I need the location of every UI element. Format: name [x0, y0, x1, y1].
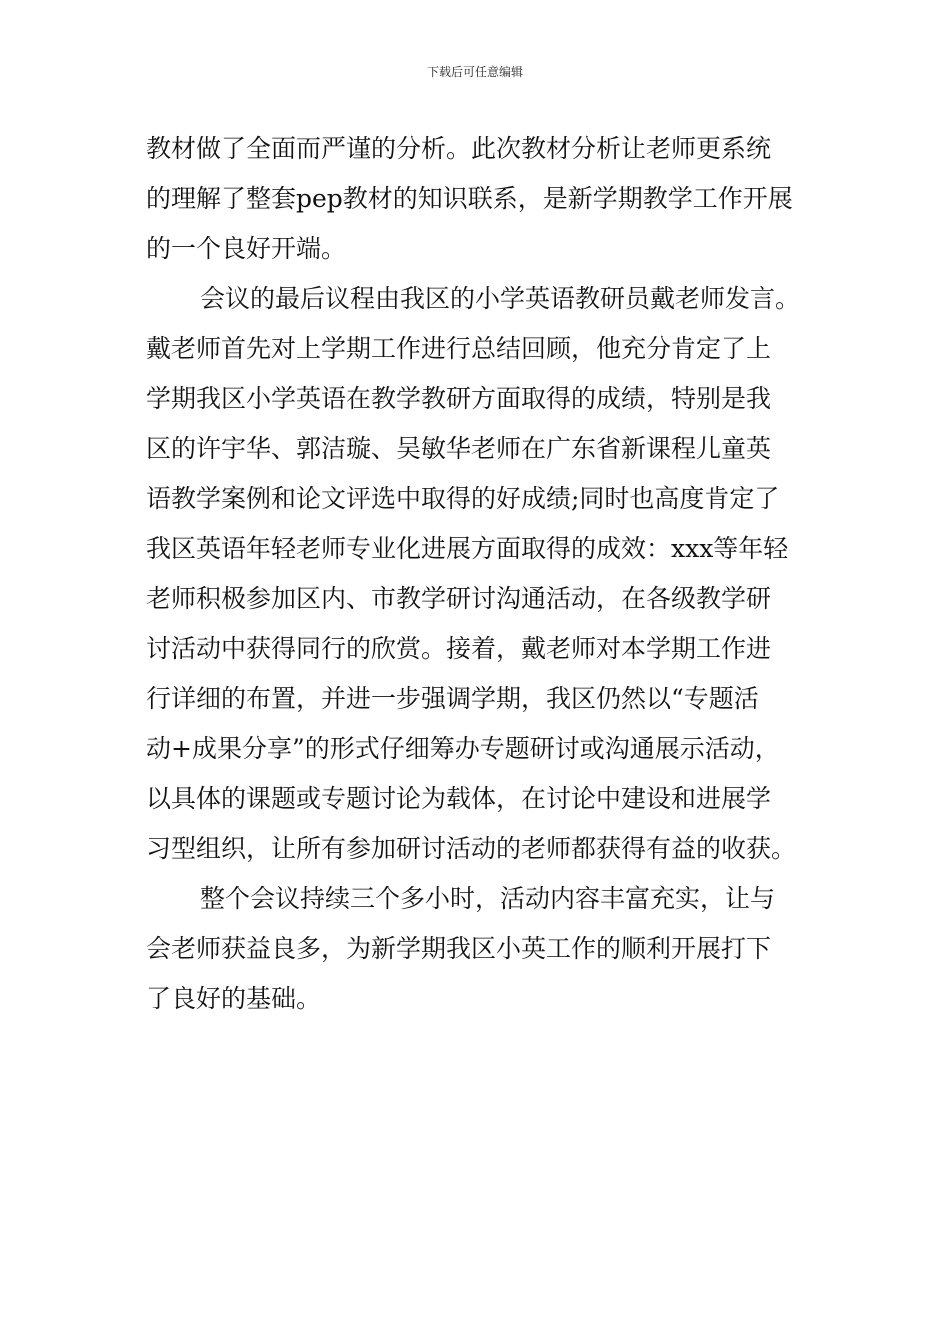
- paragraph-2: [146, 274, 816, 874]
- text-line: 会老师获益良多，为新学期我区小英工作的顺利开展打下: [146, 934, 772, 963]
- text-line: 动+成果分享”的形式仔细筹办专题研讨或沟通展示活动，: [146, 734, 780, 763]
- text-line: 区的许宇华、郭洁璇、吴敏华老师在广东省新课程儿童英: [146, 434, 772, 463]
- text-line: 以具体的课题或专题讨论为载体，在讨论中建设和进展学: [146, 784, 772, 813]
- text-line: 行详细的布置，并进一步强调学期，我区仍然以“专题活: [146, 684, 759, 713]
- text-line: 学期我区小学英语在教学教研方面取得的成绩，特别是我: [146, 384, 772, 413]
- text-line: 整个会议持续三个多小时，活动内容丰富充实，让与: [200, 884, 776, 913]
- text-line: 习型组织，让所有参加研讨活动的老师都获得有益的收获。: [146, 834, 797, 863]
- page-header: 下载后可任意编辑: [426, 65, 523, 79]
- document-body: [146, 124, 816, 1024]
- text-line: 语教学案例和论文评选中取得的好成绩;同时也高度肯定了: [146, 484, 780, 513]
- text-line: 教材做了全面而严谨的分析。此次教材分析让老师更系统: [146, 134, 772, 163]
- text-line: 了良好的基础。: [146, 984, 322, 1013]
- text-line: 讨活动中获得同行的欣赏。接着，戴老师对本学期工作进: [146, 634, 772, 663]
- text-line: 的理解了整套pep教材的知识联系，是新学期教学工作开展: [146, 184, 793, 213]
- text-line: 戴老师首先对上学期工作进行总结回顾，他充分肯定了上: [146, 334, 772, 363]
- text-line: 我区英语年轻老师专业化进展方面取得的成效：xxx等年轻: [146, 534, 789, 563]
- text-line: 会议的最后议程由我区的小学英语教研员戴老师发言。: [200, 284, 801, 313]
- text-line: 的一个良好开端。: [146, 234, 347, 263]
- paragraph-1: [146, 124, 816, 274]
- text-line: 老师积极参加区内、市教学研讨沟通活动，在各级教学研: [146, 584, 772, 613]
- paragraph-3: [146, 874, 816, 1024]
